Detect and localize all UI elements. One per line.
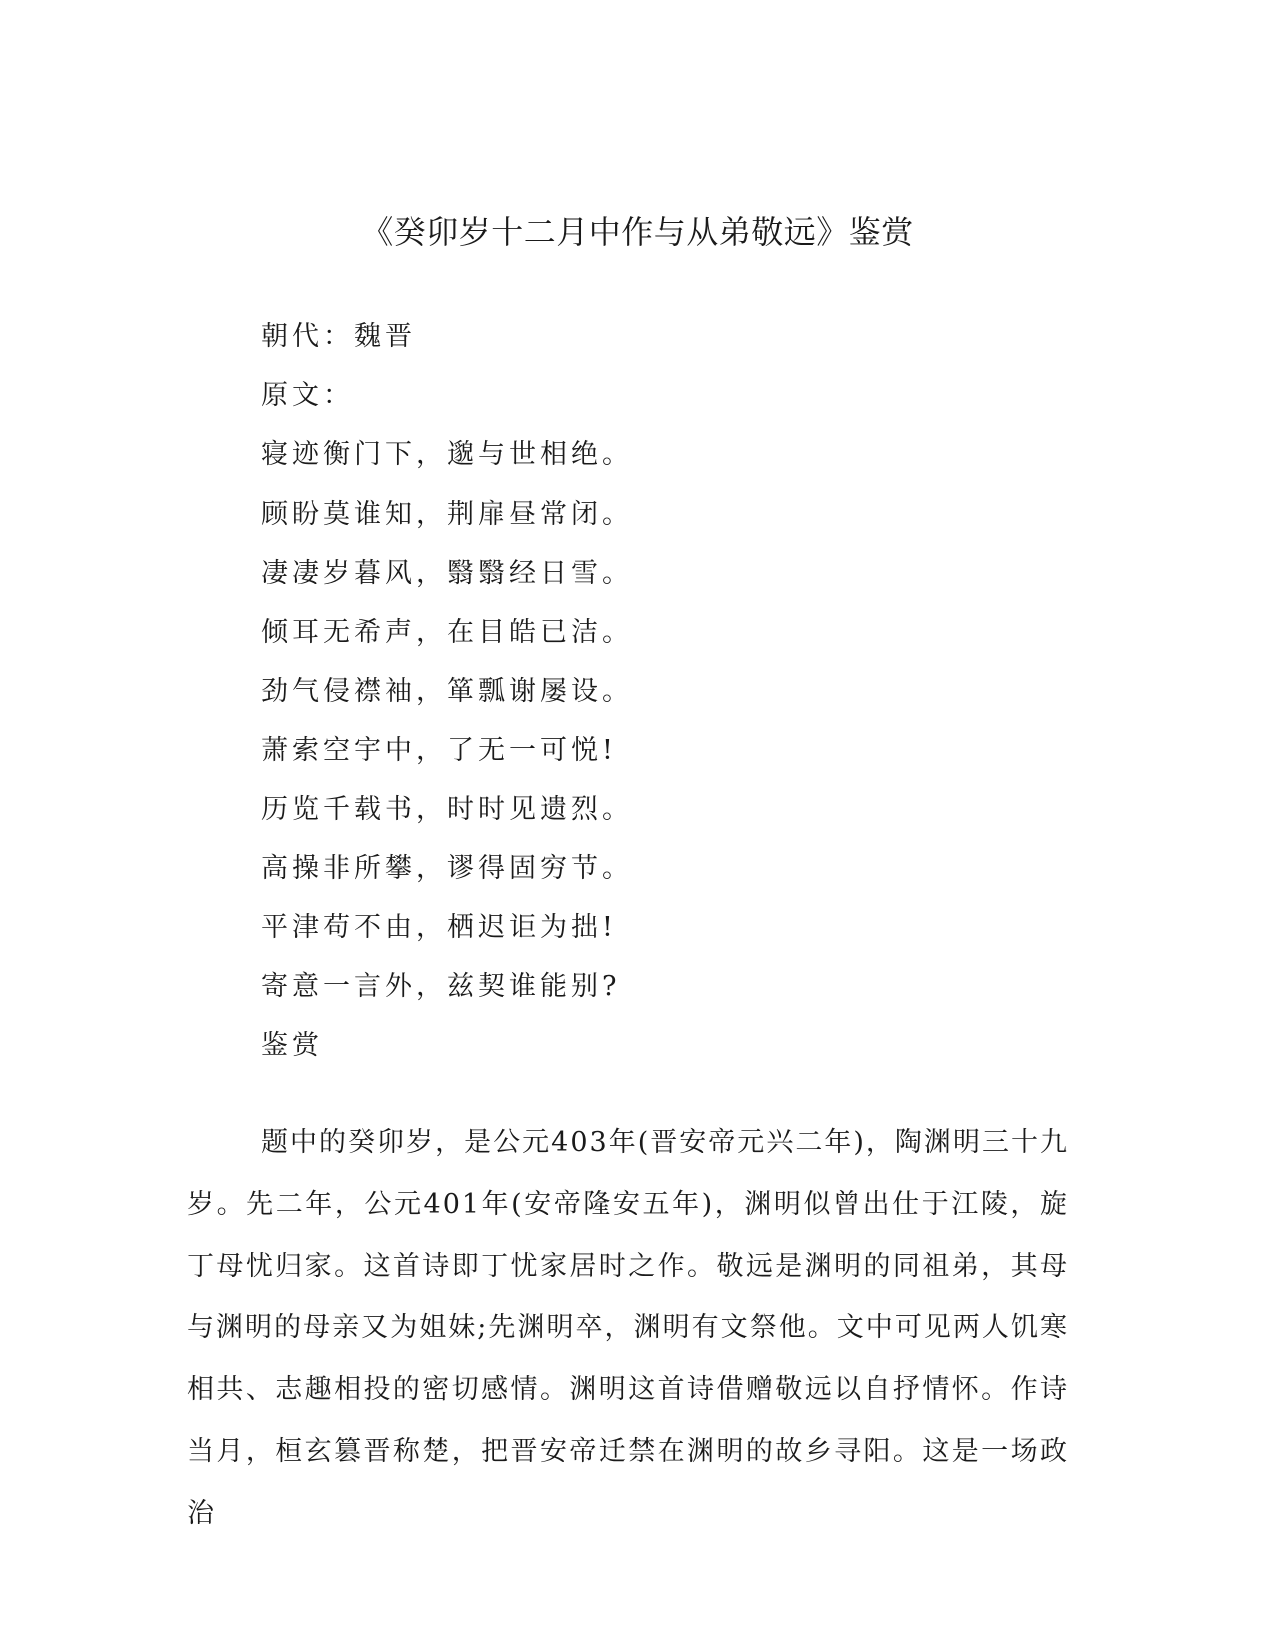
poem-line: 劲气侵襟袖，箪瓢谢屡设。: [261, 676, 633, 707]
document-title: 《癸卯岁十二月中作与从弟敬远》鉴赏: [361, 213, 914, 251]
poem-line: 倾耳无希声，在目皓已洁。: [261, 617, 633, 648]
poem-line: 萧索空宇中，了无一可悦!: [261, 735, 617, 766]
poem-line: 平津苟不由，栖迟讵为拙!: [261, 912, 617, 943]
poem-line: 寝迹衡门下，邈与世相绝。: [261, 439, 633, 470]
poem-line: 顾盼莫谁知，荆扉昼常闭。: [261, 499, 633, 530]
poem-line: 凄凄岁暮风，翳翳经日雪。: [261, 558, 633, 589]
poem-line: 历览千载书，时时见遗烈。: [261, 794, 633, 825]
poem-line: 高操非所攀，谬得固穷节。: [261, 853, 633, 884]
appreciation-label: 鉴赏: [261, 1030, 323, 1061]
appreciation-paragraph: 题中的癸卯岁，是公元403年(晋安帝元兴二年)，陶渊明三十九岁。先二年，公元401年(安帝隆安五年)，渊明似曾出仕于江陵，旋丁母忧归家。这首诗即丁忧家居时之作。敬远是渊明的同祖弟，其母与渊明的母亲又为姐妹;先渊明卒，渊明有文祭他。文中可见两人饥寒相共、志趣相投的密切感情。渊明这首诗借赠敬远以自抒情怀。作诗当月，桓玄篡晋称楚，把晋安帝迁禁在渊明的故乡寻阳。这是一场政治: [187, 1127, 1069, 1529]
original-text-label: 原文：: [261, 380, 354, 411]
poem-line: 寄意一言外，兹契谁能别?: [261, 971, 621, 1002]
dynasty-line: 朝代：魏晋: [261, 321, 416, 352]
